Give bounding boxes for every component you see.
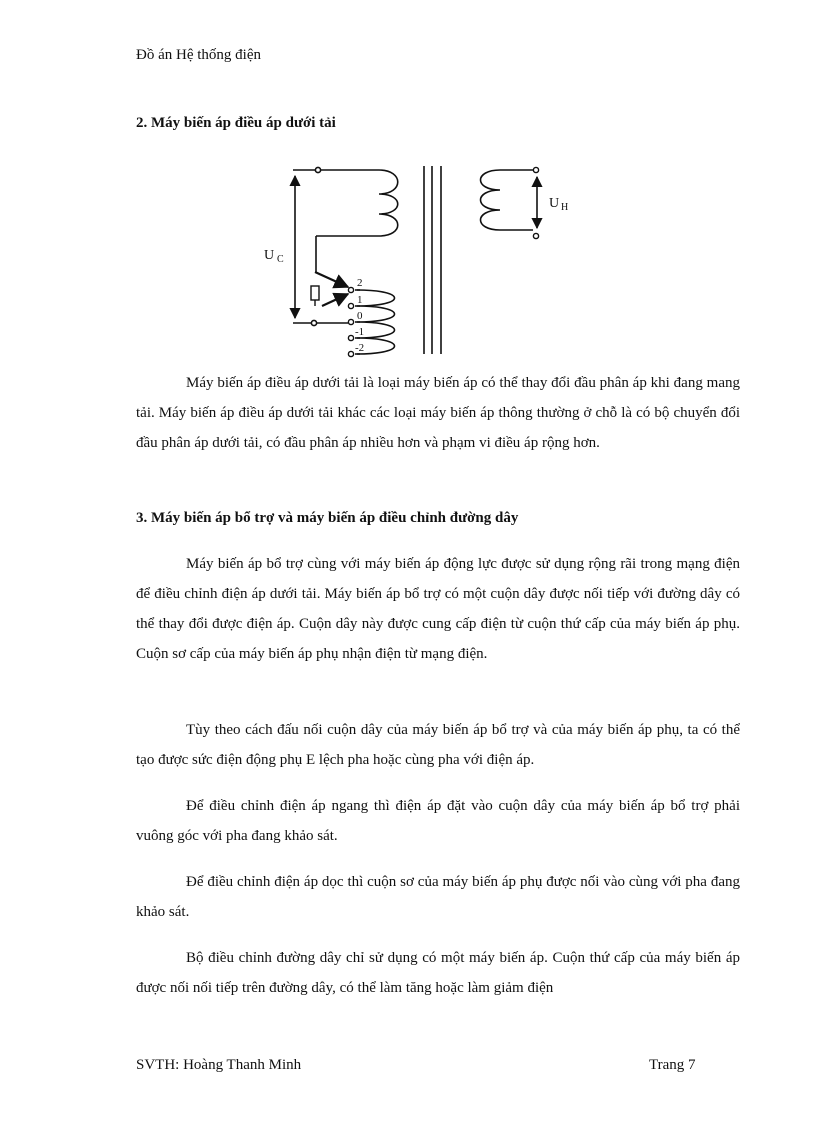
uh-label-subscript: H [561,202,569,213]
paragraph: Tùy theo cách đấu nối cuộn dây của máy biến áp bổ trợ và của máy biến áp phụ, ta có thể tạo được sức điện động phụ E lệch pha hoặc cùng pha với điện áp. [136,722,740,768]
tap-label: 0 [357,310,363,322]
section-3-heading: 3. Máy biến áp bổ trợ và máy biến áp điều chỉnh đường dây [136,510,519,526]
running-header: Đồ án Hệ thống điện [136,47,261,63]
tap-label: -2 [355,342,365,354]
paragraph: Để điều chỉnh điện áp dọc thì cuộn sơ của máy biến áp phụ được nối vào cùng với pha đang khảo sát. [136,874,740,920]
paragraph: Để điều chỉnh điện áp ngang thì điện áp đặt vào cuộn dây của máy biến áp bổ trợ phải vuông góc với pha đang khảo sát. [136,798,740,844]
tap-label: -1 [355,326,365,338]
section-2-paragraph: Máy biến áp điều áp dưới tải là loại máy biến áp có thể thay đổi đầu phân áp khi đang mang tải. Máy biến áp điều áp dưới tải khác các loại máy biến áp thông thường ở chỗ là có bộ chuyển đổi đầu phân áp dưới tải, có đầu phân áp nhiều hơn và phạm vi điều áp rộng hơn. [136,375,740,451]
footer-author: SVTH: Hoàng Thanh Minh [136,1057,302,1073]
section-2-heading: 2. Máy biến áp điều áp dưới tải [136,115,336,131]
footer-page-number: Trang 7 [649,1057,696,1073]
uc-label: U [264,248,275,263]
uh-label: U [549,196,560,211]
paragraph: Máy biến áp bổ trợ cùng với máy biến áp động lực được sử dụng rộng rãi trong mạng điện để điều chỉnh điện áp dưới tải. Máy biến áp bổ trợ có một cuộn dây được nối tiếp với đường dây có thể thay đổi được điện áp. Cuộn dây này được cung cấp điện từ cuộn thứ cấp của máy biến áp phụ. Cuộn sơ cấp của máy biến áp phụ nhận điện từ mạng điện. [136,556,740,662]
paragraph: Bộ điều chỉnh đường dây chỉ sử dụng có một máy biến áp. Cuộn thứ cấp của máy biến áp được nối nối tiếp trên đường dây, có thể làm tăng hoặc làm giảm điện [136,950,740,996]
uc-label-subscript: C [277,254,284,265]
tap-label: 2 [357,277,363,289]
tap-label: 1 [357,294,363,306]
